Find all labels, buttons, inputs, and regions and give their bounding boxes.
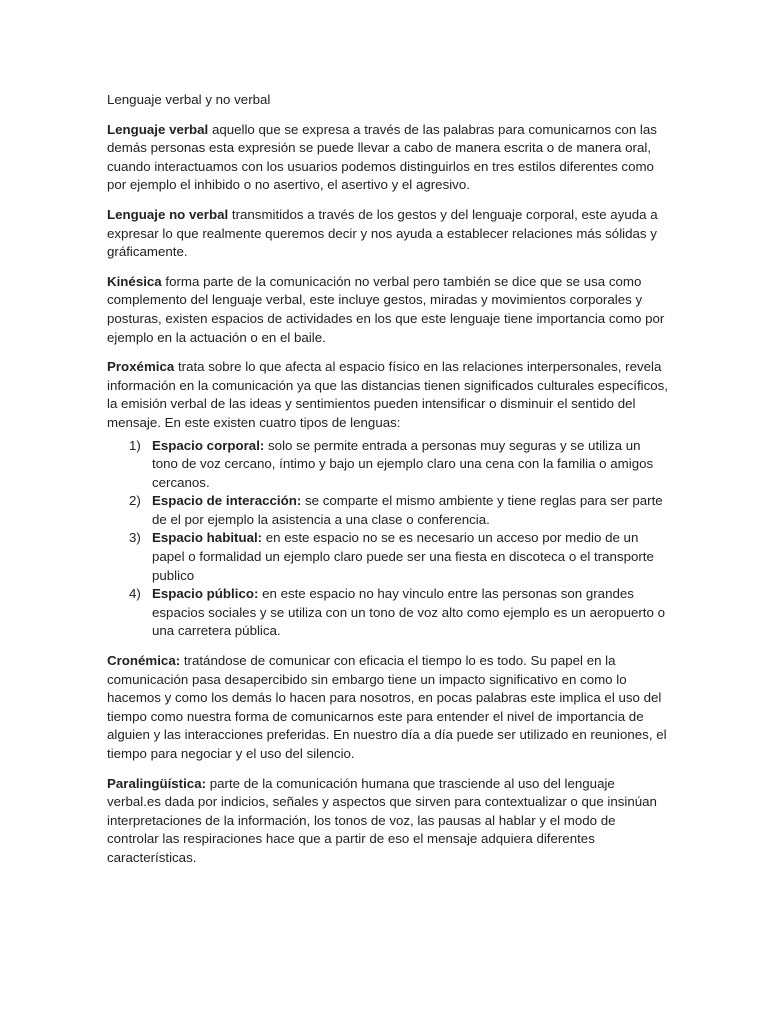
term-kinesica: Kinésica	[107, 273, 162, 289]
text-lenguaje-verbal: aquello que se expresa a través de las palabras para comunicarnos con las demás personas esta expresión se puede llevar a cabo de manera escrita o de manera oral, cuando interactuamos con los usuarios podemos distinguirlos en tres estilos diferentes como por ejemplo el inhibido o no asertivo, el asertivo y el agresivo.	[107, 121, 657, 193]
term-lenguaje-verbal: Lenguaje verbal	[107, 121, 209, 137]
text-lenguaje-no-verbal: transmitidos a través de los gestos y del lenguaje corporal, este ayuda a expresar lo que realmente queremos decir y nos ayuda a establecer relaciones más sólidas y gráficamente.	[107, 206, 658, 260]
list-item-espacio-corporal	[107, 437, 668, 493]
list-item-espacio-habitual	[107, 529, 668, 585]
paragraph-cronemica	[107, 652, 668, 764]
text-kinesica: forma parte de la comunicación no verbal pero también se dice que se usa como complemento del lenguaje verbal, este incluye gestos, miradas y movimientos corporales y posturas, existen espacios de actividades en los que este lenguaje tiene importancia como por ejemplo en la actuación o en el baile.	[107, 273, 665, 345]
term-cronemica: Cronémica:	[107, 653, 181, 669]
space-types-list	[107, 437, 668, 642]
term-lenguaje-no-verbal: Lenguaje no verbal	[107, 206, 229, 222]
text-cronemica: tratándose de comunicar con eficacia el tiempo lo es todo. Su papel en la comunicación pasa desapercibido sin embargo tiene un impacto significativo en como lo hacemos y como los demás lo hacen para nosotros, en pocas palabras este implica el uso del tiempo como nuestra forma de comunicarnos este para entender el nivel de importancia de alguien y las interacciones preferidas. En nuestro día a día puede ser utilizado en reuniones, el tiempo para negociar y el uso del silencio.	[107, 653, 667, 761]
paragraph-proxemica	[107, 358, 668, 432]
list-term: Espacio corporal:	[152, 437, 265, 453]
list-text: se comparte el mismo ambiente y tiene reglas para ser parte de el por ejemplo la asistencia a una clase o conferencia.	[152, 493, 663, 527]
text-paralinguistica: parte de la comunicación humana que trasciende al uso del lenguaje verbal.es dada por indicios, señales y aspectos que sirven para contextualizar o que insinúan interpretaciones de la información, los tonos de voz, las pausas al hablar y el modo de controlar las respiraciones hace que a partir de eso el mensaje adquiera diferentes características.	[107, 775, 657, 865]
list-number: 1)	[129, 437, 141, 453]
term-proxemica: Proxémica	[107, 359, 175, 375]
paragraph-kinesica	[107, 273, 668, 347]
list-item-espacio-interaccion	[107, 492, 668, 529]
list-term: Espacio habitual:	[152, 530, 263, 546]
list-term: Espacio de interacción:	[152, 493, 302, 509]
list-number: 3)	[129, 530, 141, 546]
list-term: Espacio público:	[152, 586, 259, 602]
paragraph-lenguaje-verbal	[107, 121, 668, 195]
list-text: en este espacio no se es necesario un acceso por medio de un papel o formalidad un ejemplo claro puede ser una fiesta en discoteca o el transporte publico	[152, 530, 654, 583]
term-paralinguistica: Paralingüística:	[107, 775, 207, 791]
list-text: solo se permite entrada a personas muy seguras y se utiliza un tono de voz cercano, íntimo y bajo un ejemplo claro una cena con la familia o amigos cercanos.	[152, 437, 654, 490]
document-title: Lenguaje verbal y no verbal	[107, 92, 271, 107]
list-text: en este espacio no hay vinculo entre las personas son grandes espacios sociales y se utiliza con un tono de voz alto como ejemplo es un aeropuerto o una carretera pública.	[152, 586, 665, 639]
list-number: 2)	[129, 493, 141, 509]
text-proxemica: trata sobre lo que afecta al espacio físico en las relaciones interpersonales, revela información en la comunicación ya que las distancias tienen significados culturales específicos, la emisión verbal de las ideas y sentimientos pueden intensificar o disminuir el sentido del mensaje. En este existen cuatro tipos de lenguas:	[107, 359, 668, 430]
list-number: 4)	[129, 586, 141, 602]
paragraph-lenguaje-no-verbal	[107, 206, 668, 262]
paragraph-paralinguistica	[107, 775, 668, 868]
list-item-espacio-publico	[107, 585, 668, 641]
